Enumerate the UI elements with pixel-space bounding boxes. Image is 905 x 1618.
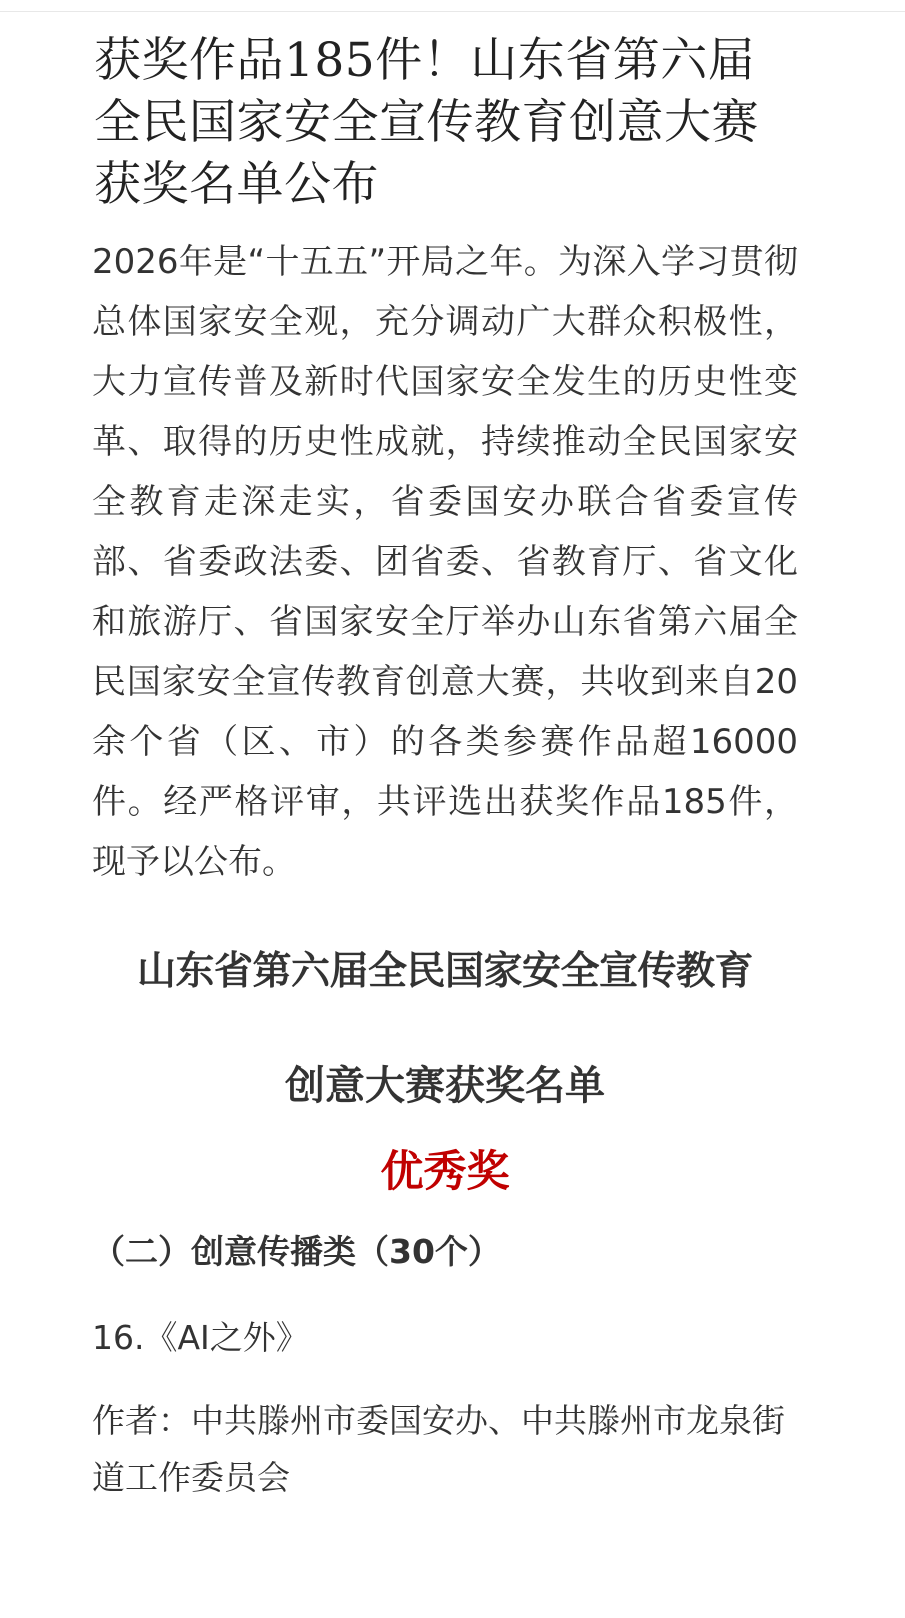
award-category-heading: （二）创意传播类（30个） (92, 1232, 501, 1271)
award-list-heading-line1: 山东省第六届全民国家安全宣传教育 (136, 949, 753, 994)
entry-title: 16.《AI之外》 (92, 1318, 309, 1357)
top-divider (0, 11, 905, 12)
article-intro-paragraph: 2026年是“十五五”开局之年。为深入学习贯彻总体国家安全观，充分调动广大群众积极性，大力宣传普及新时代国家安全发生的历史性变革、取得的历史性成就，持续推动全民国家安全教育走深走实，省委国安办联合省委宣传部、省委政法委、团省委、省教育厅、省文化和旅游厅、省国家安全厅举办山东省第六届全民国家安全宣传教育创意大赛，共收到来自20余个省（区、市）的各类参赛作品超16000件。经严格评审，共评选出获奖作品185件，现予以公布。 (92, 242, 798, 882)
award-list-heading (94, 944, 796, 1114)
entry-author: 作者：中共滕州市委国安办、中共滕州市龙泉街道工作委员会 (92, 1401, 785, 1497)
award-list-heading-line2: 创意大赛获奖名单 (285, 1063, 605, 1109)
article-body (94, 30, 796, 1506)
article-title: 获奖作品185件！山东省第六届全民国家安全宣传教育创意大赛获奖名单公布 (94, 33, 759, 212)
award-level-title: 优秀奖 (380, 1147, 510, 1197)
